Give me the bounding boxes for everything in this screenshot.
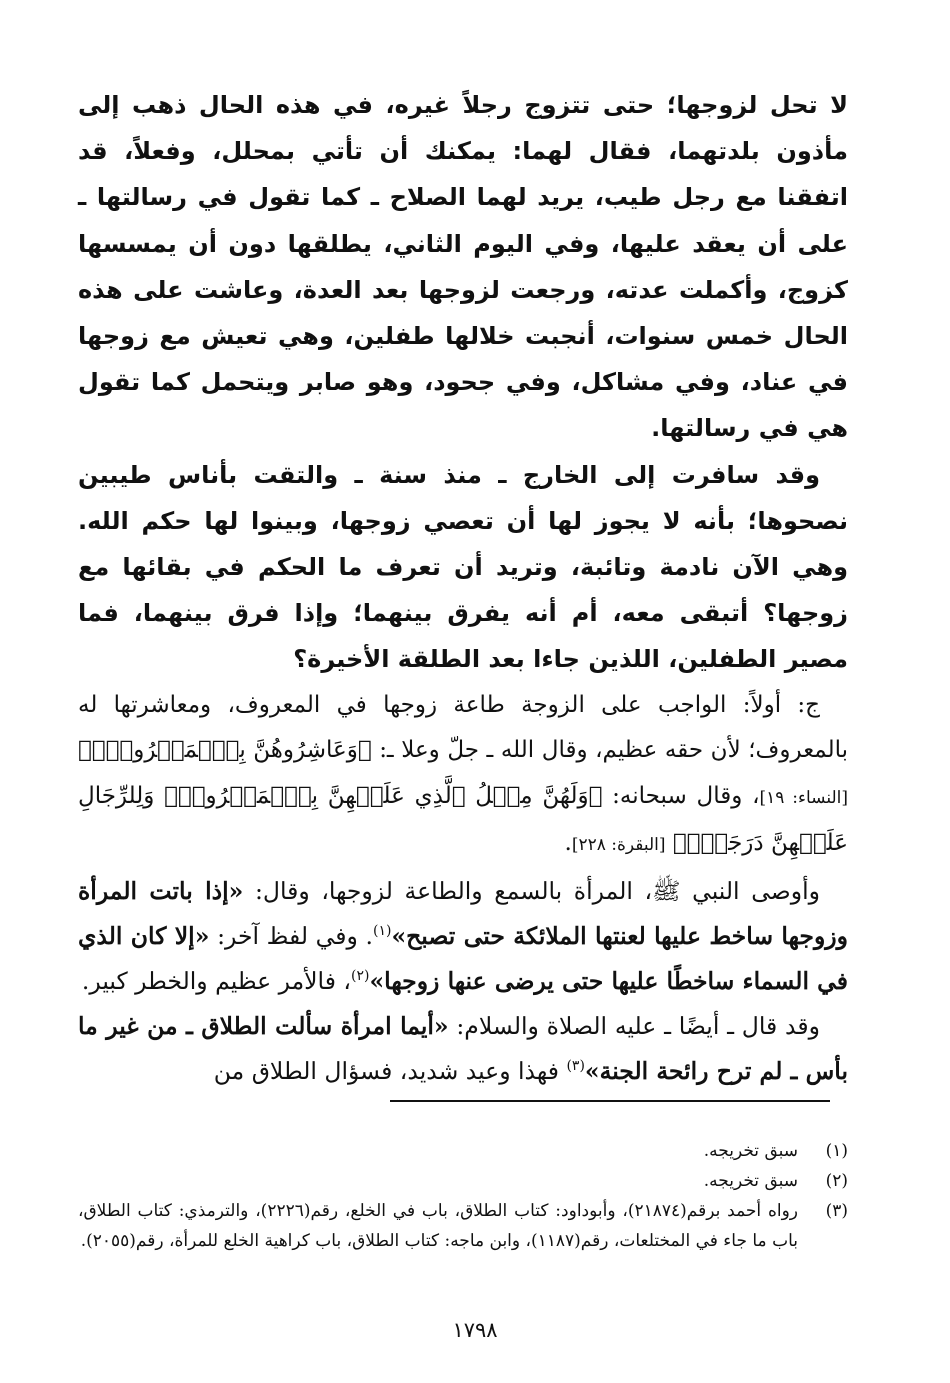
footnote-text: رواه أحمد برقم(٢١٨٧٤)، وأبوداود: كتاب الطلاق، باب في الخلع، رقم(٢٢٢٦)، والترمذي: كتاب الطلاق، باب ما جاء في المختلعات، رقم(١١٨٧)، وابن ماجه: كتاب الطلاق، باب كراهية الخلع للمرأة، رقم(٢٠٥٥). — [78, 1201, 798, 1251]
paragraph-text: ، فالأمر عظيم والخطر كبير. — [81, 967, 352, 996]
footnote-separator — [390, 1100, 830, 1102]
footnote-marker-1: (١) — [372, 923, 392, 940]
page-number: ١٧٩٨ — [452, 1318, 498, 1342]
footnote-number: (٢) — [825, 1171, 848, 1191]
paragraph-text: فهذا وعيد شديد، فسؤال الطلاق من — [213, 1057, 559, 1086]
footnotes — [78, 1136, 848, 1256]
footnote-item — [78, 1166, 848, 1196]
main-text — [78, 82, 848, 1095]
hadith-quote-3: «أيما امرأة سألت الطلاق ـ من غير ما بأس ـ لم ترح رائحة الجنة» — [78, 1012, 848, 1086]
hadith-quote-1: «إذا باتت المرأة وزوجها ساخط عليها لعنتها الملائكة حتى تصبح» — [78, 876, 848, 950]
question-paragraph-1: لا تحل لزوجها؛ حتى تتزوج رجلاً غيره، في هذه الحال ذهب إلى مأذون بلدتهما، فقال لهما: يمكنك أن تأتي بمحلل، وفعلاً، قد اتفقنا مع رجل طيب، يريد لهما الصلاح ـ كما تقول في رسالتها ـ على أن يعقد عليها، وفي اليوم الثاني، يطلقها دون أن يمسسها كزوج، وأكملت عدته، ورجعت لزوجها بعد العدة، وعاشت على هذه الحال خمس سنوات، أنجبت خلالها طفلين، وهي تعيش مع زوجها في عناد، وفي مشاكل، وفي جحود، وهو صابر ويتحمل كما تقول هي في رسالتها. — [78, 91, 848, 443]
paragraph-text: وأوصى النبي ﷺ، المرأة بالسمع والطاعة لزوجها، وقال: — [254, 876, 820, 905]
answer-paragraph-3 — [78, 1004, 848, 1094]
answer-text-start: ج: أولاً: الواجب على الزوجة طاعة زوجها في المعروف، ومعاشرتها له بالمعروف؛ لأن حقه عظيم، وقال الله ـ جلّ وعلا ـ: — [78, 691, 849, 764]
answer-paragraph-1 — [78, 683, 848, 869]
verse-reference-1: [النساء: ١٩] — [759, 787, 848, 808]
hadith-quote-2: «إلا كان الذي في السماء ساخطًا عليها حتى يرضى عنها زوجها» — [78, 921, 848, 996]
footnote-item — [78, 1136, 848, 1166]
footnote-text: سبق تخريجه. — [703, 1171, 798, 1191]
quran-verse-1: ﴿وَعَاشِرُوهُنَّ بِٱلۡمَعۡرُوفِۚ﴾ — [78, 737, 372, 764]
paragraph-text: وقد قال ـ أيضًا ـ عليه الصلاة والسلام: — [456, 1012, 820, 1041]
footnote-marker-2: (٢) — [351, 968, 370, 985]
answer-text-end: . — [564, 830, 572, 857]
footnote-number: (١) — [825, 1141, 848, 1161]
answer-paragraph-2 — [78, 869, 848, 1005]
answer-text-middle: ، وقال سبحانه: — [612, 782, 760, 809]
footnote-text: سبق تخريجه. — [703, 1141, 798, 1161]
quran-verse-2: ﴿وَلَهُنَّ مِثۡلُ ٱلَّذِي عَلَيۡهِنَّ بِٱلۡمَعۡرُوفِۚ وَلِلرِّجَالِ عَلَيۡهِنَّ دَرَجَةٞۗ﴾ — [78, 782, 848, 857]
footnote-number: (٣) — [825, 1201, 848, 1221]
footnote-marker-3: (٣) — [566, 1058, 585, 1075]
verse-reference-2: [البقرة: ٢٢٨] — [571, 835, 666, 856]
question-paragraph-2: وقد سافرت إلى الخارج ـ منذ سنة ـ والتقت بأناس طيبين نصحوها؛ بأنه لا يجوز لها أن تعصي زوجها، وبينوا لها حكم الله. وهي الآن نادمة وتائبة، وتريد أن تعرف ما الحكم في بقائها مع زوجها؟ أتبقى معه، أم أنه يفرق بينهما؛ وإذا فرق بينهما، فما مصير الطفلين، اللذين جاءا بعد الطلقة الأخيرة؟ — [78, 460, 848, 674]
paragraph-text: . وفي لفظ آخر: — [217, 921, 373, 950]
footnote-item — [78, 1196, 848, 1256]
